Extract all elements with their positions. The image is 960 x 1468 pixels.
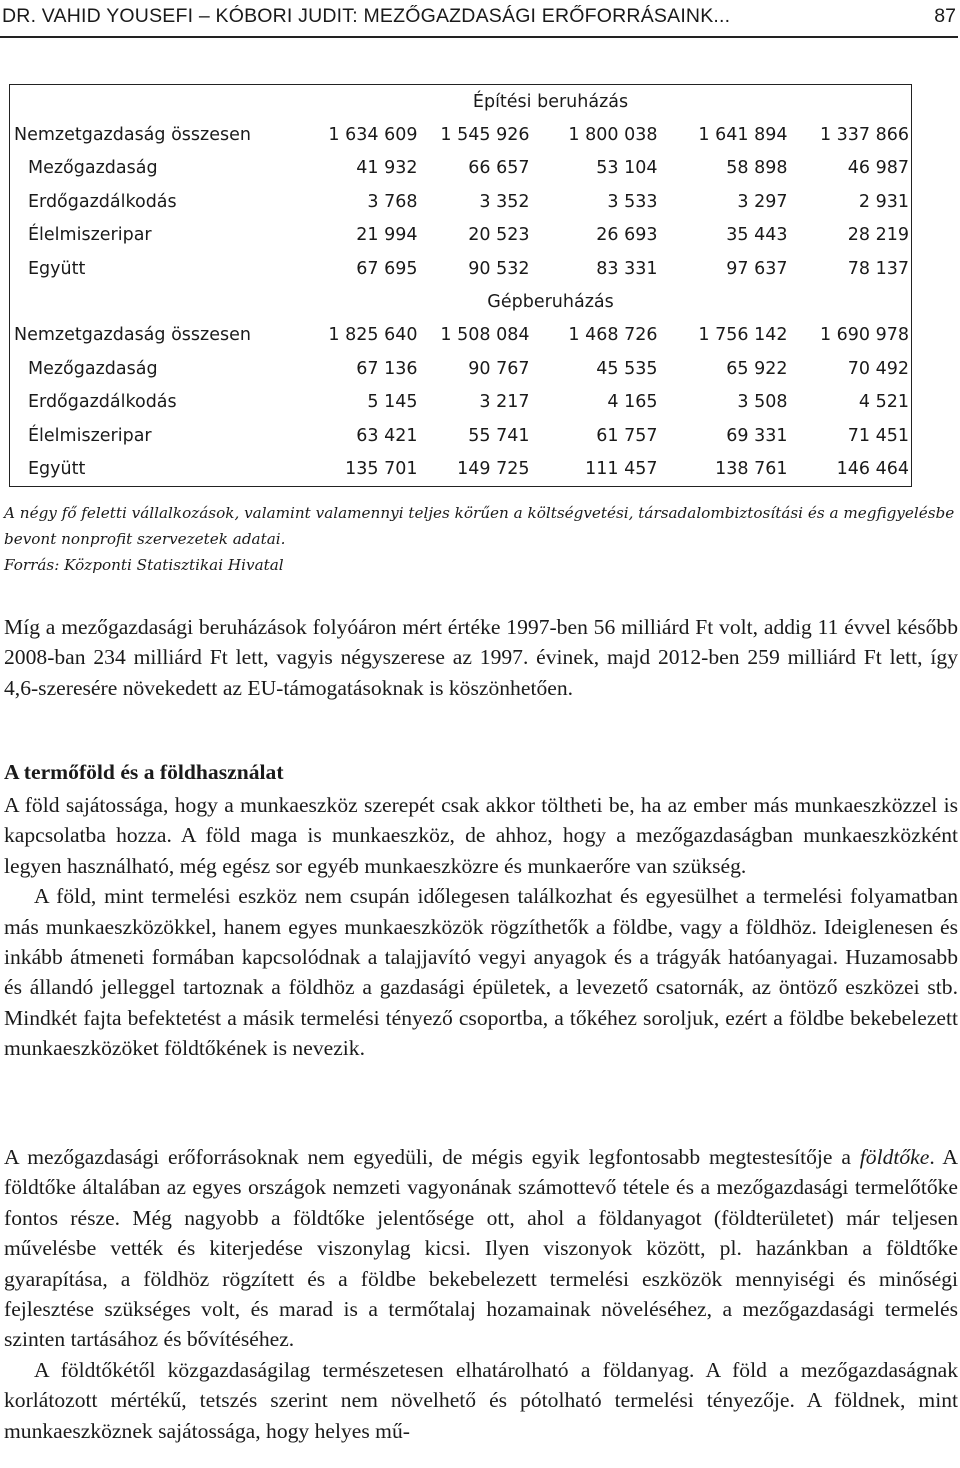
- table-notes: [4, 500, 958, 578]
- paragraph-3: A föld, mint termelési eszköz nem csupán időlegesen találkozhat és egyesülhet a termelési folyamatban más munkaeszközökkel, hanem egyes munkaeszközök rögzíthetők a földbe, vagy a földhöz. Ideiglenesen és inkább átmeneti formában kapcsolódnak a talajjavító vegyi anyagok és a trágyák hatóanyagai. Huzamosabb és állandó jelleggel tartoznak a földhöz a gazdasági épületek, a levezető csatornák, az öntöző eszközei stb. Mindkét fajta befektetést a másik termelési tényező csoportba, a tőkéhez soroljuk, ezért a földbe bekebelezett munkaeszközöket földtőkének is nevezik.: [4, 884, 958, 1061]
- value-cell: 35 443: [726, 225, 788, 246]
- row-label: Mezőgazdaság: [28, 358, 158, 379]
- paragraph-1-text: Míg a mezőgazdasági beruházások folyóáron mért értéke 1997-ben 56 milliárd Ft volt, addig 11 évvel később 2008-ban 234 milliárd Ft lett, vagyis négyszerese az 1997. évinek, majd 2012-ben 259 milliárd Ft lett, így 4,6-szeresére növekedett az EU-támogatásoknak is köszönhetően.: [4, 615, 958, 700]
- value-cell: 90 767: [468, 358, 530, 379]
- row-label: Élelmiszeripar: [28, 225, 152, 246]
- paragraph-4: [4, 1142, 958, 1355]
- section-body-2: [4, 1142, 958, 1446]
- value-cell: 53 104: [596, 158, 658, 179]
- value-cell: 63 421: [356, 425, 418, 446]
- value-cell: 20 523: [468, 225, 530, 246]
- value-cell: 5 145: [367, 392, 418, 413]
- value-cell: 61 757: [596, 425, 658, 446]
- row-label: Élelmiszeripar: [28, 425, 152, 446]
- table-source: Forrás: Központi Statisztikai Hivatal: [4, 556, 284, 574]
- value-cell: 67 136: [356, 358, 418, 379]
- value-cell: 46 987: [847, 158, 910, 179]
- row-label: Erdőgazdálkodás: [28, 392, 177, 413]
- value-cell: 1 641 894: [698, 125, 788, 146]
- table-row: [10, 419, 912, 452]
- value-cell: 45 535: [596, 358, 658, 379]
- table-row: [10, 219, 912, 252]
- value-cell: 146 464: [836, 458, 910, 479]
- value-cell: 1 634 609: [328, 125, 418, 146]
- row-label: Együtt: [28, 258, 86, 279]
- value-cell: 83 331: [596, 258, 658, 279]
- value-cell: 97 637: [726, 258, 788, 279]
- value-cell: 67 695: [356, 258, 418, 279]
- value-cell: 1 468 726: [568, 325, 658, 346]
- value-cell: 138 761: [715, 458, 788, 479]
- value-cell: 1 508 084: [440, 325, 530, 346]
- table-row: [10, 319, 912, 352]
- value-cell: 28 219: [847, 225, 910, 246]
- table-row: [10, 386, 912, 419]
- value-cell: 71 451: [847, 425, 910, 446]
- paragraph-4-end: . A földtőke általában az egyes országok nemzeti vagyonának számottevő tétele és a mezőgazdasági termelőtőke fontos része. Még nagyobb a földtőke jelentősége ott, ahol a földanyagot (földterületet) már teljesen művelésbe vették és kiterjedése viszonylag kicsi. Ilyen viszonyok között, pl. hazánkban a földtőke gyarapítása, a földhöz rögzített és a földbe bekebelezett termelési eszközök mennyiségi és minőségi fejlesztése szükséges volt, és marad is a termőtalaj hozamainak növeléséhez, a mezőgazdasági termelés szinten tartásához és bővítéséhez.: [4, 1145, 959, 1352]
- section-heading: A termőföld és a földhasználat: [4, 760, 284, 784]
- paragraph-5: A földtőkétől közgazdaságilag természetesen elhatárolható a földanyag. A föld a mezőgazdaságnak korlátozott mértékű, tetszés szerint nem növelhető és pótolható termelési tényezője. A földnek, mint munkaeszköznek sajátossága, hogy helyes mű-: [4, 1357, 958, 1443]
- value-cell: 78 137: [847, 258, 910, 279]
- value-cell: 3 533: [607, 191, 658, 212]
- value-cell: 135 701: [345, 458, 418, 479]
- value-cell: 90 532: [468, 258, 530, 279]
- table-section-title: [10, 285, 912, 318]
- table-row: [10, 118, 912, 151]
- investment-table: [9, 84, 912, 487]
- running-header: [0, 0, 958, 38]
- value-cell: 55 741: [468, 425, 530, 446]
- value-cell: 3 508: [737, 392, 788, 413]
- value-cell: 4 165: [607, 392, 658, 413]
- value-cell: 66 657: [468, 158, 530, 179]
- table-row: [10, 152, 912, 185]
- term-foldtoke: földtőke: [859, 1145, 930, 1169]
- section-title-cell: Gépberuházás: [487, 292, 614, 313]
- value-cell: 1 545 926: [440, 125, 530, 146]
- table-row: [10, 452, 912, 486]
- value-cell: 1 825 640: [328, 325, 418, 346]
- value-cell: 21 994: [356, 225, 418, 246]
- table-row: [10, 185, 912, 218]
- value-cell: 1 690 978: [819, 325, 910, 346]
- running-title: DR. VAHID YOUSEFI – KÓBORI JUDIT: MEZŐGAZDASÁGI ERŐFORRÁSAINK...: [2, 5, 731, 27]
- value-cell: 1 800 038: [568, 125, 658, 146]
- value-cell: 111 457: [585, 458, 658, 479]
- value-cell: 3 768: [367, 191, 418, 212]
- value-cell: 69 331: [726, 425, 788, 446]
- value-cell: 2 931: [858, 191, 910, 212]
- value-cell: 149 725: [457, 458, 530, 479]
- value-cell: 3 217: [479, 392, 530, 413]
- paragraph-4-start: A mezőgazdasági erőforrásoknak nem egyedüli, de mégis egyik legfontosabb megtestesítője a: [4, 1145, 860, 1169]
- value-cell: 41 932: [356, 158, 418, 179]
- value-cell: 26 693: [596, 225, 658, 246]
- value-cell: 3 297: [737, 191, 788, 212]
- value-cell: 65 922: [726, 358, 788, 379]
- value-cell: 58 898: [726, 158, 788, 179]
- row-label: Együtt: [28, 458, 86, 479]
- table-footnote: A négy fő feletti vállalkozások, valamint valamennyi teljes körűen a költségvetési, társadalombiztosítási és a megfigyelésbe bevont nonprofit szervezetek adatai.: [4, 504, 955, 548]
- row-label: Nemzetgazdaság összesen: [14, 325, 251, 346]
- paragraph-1: [4, 612, 958, 703]
- row-label: Erdőgazdálkodás: [28, 191, 177, 212]
- section-body: [4, 790, 958, 1064]
- row-label: Mezőgazdaság: [28, 158, 158, 179]
- value-cell: 4 521: [858, 392, 910, 413]
- value-cell: 1 756 142: [698, 325, 788, 346]
- paragraph-2: A föld sajátossága, hogy a munkaeszköz szerepét csak akkor töltheti be, ha az ember más munkaeszközzel is kapcsolatba hozza. A föld maga is munkaeszköz, de ahhoz, hogy a mezőgazdaságban munkaeszközként legyen használható, még egész sor egyéb munkaeszközre és munkaerőre van szükség.: [4, 793, 958, 878]
- table-row: [10, 252, 912, 285]
- table-row: [10, 352, 912, 385]
- value-cell: 70 492: [847, 358, 910, 379]
- table-section-title: [10, 85, 912, 119]
- value-cell: 1 337 866: [819, 125, 910, 146]
- row-label: Nemzetgazdaság összesen: [14, 125, 251, 146]
- page-number: 87: [934, 5, 956, 27]
- value-cell: 3 352: [479, 191, 530, 212]
- section-title-cell: Építési beruházás: [472, 91, 629, 112]
